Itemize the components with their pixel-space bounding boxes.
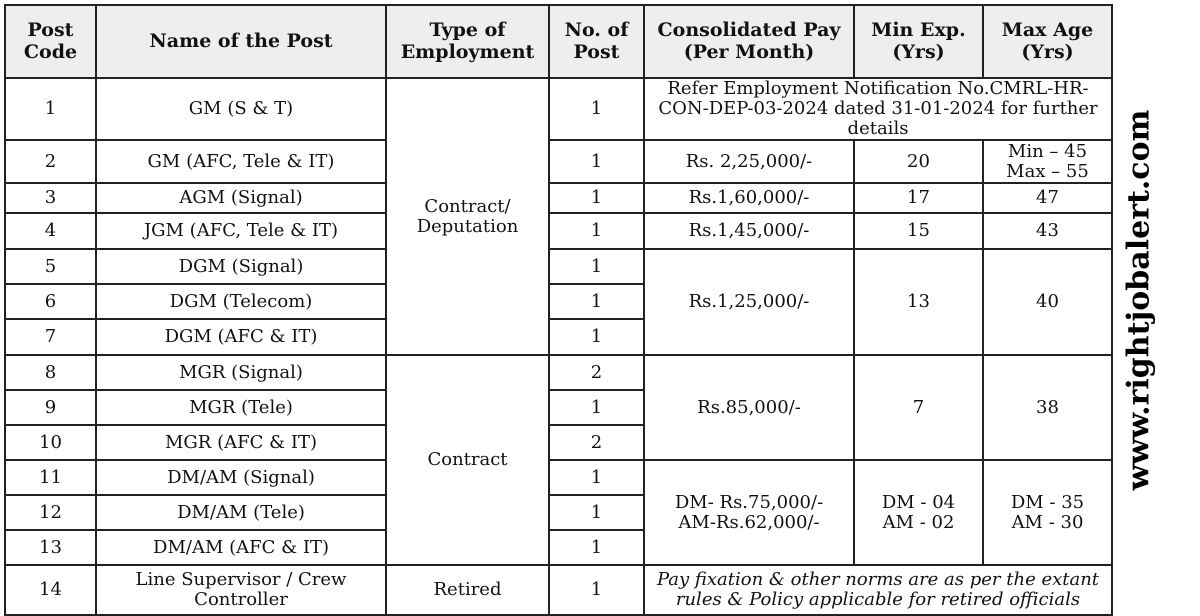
post-count: 1 [549, 530, 644, 565]
pay-cell: Rs.1,60,000/- [644, 183, 854, 213]
table-row [5, 249, 1112, 284]
post-code: 9 [5, 390, 96, 425]
pay-am: AM-Rs.62,000/- [678, 511, 820, 533]
post-name: DGM (AFC & IT) [96, 319, 386, 355]
pay-cell: Rs.85,000/- [644, 355, 854, 460]
post-code: 13 [5, 530, 96, 565]
pay-cell: Rs. 2,25,000/- [644, 140, 854, 183]
posts-table [4, 4, 1113, 616]
post-count: 2 [549, 355, 644, 390]
post-code: 7 [5, 319, 96, 355]
pay-note: Refer Employment Notification No.CMRL-HR-CON-DEP-03-2024 dated 31-01-2024 for further details [644, 78, 1112, 140]
post-code: 6 [5, 284, 96, 319]
header-min-exp: Min Exp. (Yrs) [854, 5, 983, 78]
table-row [5, 565, 1112, 615]
post-name: DGM (Telecom) [96, 284, 386, 319]
post-count: 1 [549, 460, 644, 495]
post-code: 2 [5, 140, 96, 183]
post-count: 1 [549, 284, 644, 319]
post-name: AGM (Signal) [96, 183, 386, 213]
exp-dm: DM - 04 [881, 491, 956, 513]
post-code: 3 [5, 183, 96, 213]
post-code: 11 [5, 460, 96, 495]
post-name: DM/AM (Tele) [96, 495, 386, 530]
header-post-count: No. of Post [549, 5, 644, 78]
employment-type-cell: Contract/ Deputation [386, 78, 549, 355]
table-row [5, 140, 1112, 183]
employment-type-cell: Contract [386, 355, 549, 565]
pay-dm: DM- Rs.75,000/- [674, 491, 824, 513]
post-name: JGM (AFC, Tele & IT) [96, 213, 386, 249]
post-code: 12 [5, 495, 96, 530]
table-row [5, 355, 1112, 390]
post-count: 1 [549, 78, 644, 140]
max-age-max: Max – 55 [1006, 160, 1089, 182]
table-row [5, 78, 1112, 140]
max-age-cell: 43 [983, 213, 1112, 249]
min-exp-cell: 7 [854, 355, 983, 460]
max-age-cell: 40 [983, 249, 1112, 355]
table-row [5, 213, 1112, 249]
post-name: DGM (Signal) [96, 249, 386, 284]
header-employment-type: Type of Employment [386, 5, 549, 78]
post-code: 4 [5, 213, 96, 249]
age-dm: DM - 35 [1010, 491, 1085, 513]
exp-am: AM - 02 [882, 511, 955, 533]
post-name: MGR (Tele) [96, 390, 386, 425]
max-age-cell: 38 [983, 355, 1112, 460]
max-age-min: Min – 45 [1007, 140, 1088, 162]
header-row [5, 5, 1112, 78]
post-name: Line Supervisor / Crew Controller [96, 565, 386, 615]
min-exp-cell: 15 [854, 213, 983, 249]
post-count: 1 [549, 390, 644, 425]
max-age-cell: 47 [983, 183, 1112, 213]
pay-note-retired: Pay fixation & other norms are as per the extant rules & Policy applicable for retired officials [644, 565, 1112, 615]
post-count: 2 [549, 425, 644, 460]
post-name: GM (AFC, Tele & IT) [96, 140, 386, 183]
min-exp-cell: 20 [854, 140, 983, 183]
post-count: 1 [549, 495, 644, 530]
table-row [5, 460, 1112, 495]
post-code: 10 [5, 425, 96, 460]
post-count: 1 [549, 249, 644, 284]
header-pay: Consolidated Pay (Per Month) [644, 5, 854, 78]
post-count: 1 [549, 213, 644, 249]
post-code: 5 [5, 249, 96, 284]
min-exp-cell: 13 [854, 249, 983, 355]
post-name: DM/AM (AFC & IT) [96, 530, 386, 565]
post-name: MGR (Signal) [96, 355, 386, 390]
post-count: 1 [549, 140, 644, 183]
post-count: 1 [549, 319, 644, 355]
header-post-code: Post Code [5, 5, 96, 78]
watermark-url: www.rightjobalert.com [1121, 109, 1157, 491]
post-count: 1 [549, 565, 644, 615]
post-code: 8 [5, 355, 96, 390]
post-name: GM (S & T) [96, 78, 386, 140]
min-exp-cell: 17 [854, 183, 983, 213]
employment-type-cell: Retired [386, 565, 549, 615]
age-am: AM - 30 [1011, 511, 1084, 533]
pay-cell: Rs.1,45,000/- [644, 213, 854, 249]
post-count: 1 [549, 183, 644, 213]
post-name: DM/AM (Signal) [96, 460, 386, 495]
pay-cell: Rs.1,25,000/- [644, 249, 854, 355]
max-age-cell [983, 140, 1112, 183]
post-name: MGR (AFC & IT) [96, 425, 386, 460]
post-code: 1 [5, 78, 96, 140]
max-age-cell [983, 460, 1112, 565]
table-row [5, 183, 1112, 213]
pay-cell [644, 460, 854, 565]
post-code: 14 [5, 565, 96, 615]
header-post-name: Name of the Post [96, 5, 386, 78]
min-exp-cell [854, 460, 983, 565]
header-max-age: Max Age (Yrs) [983, 5, 1112, 78]
